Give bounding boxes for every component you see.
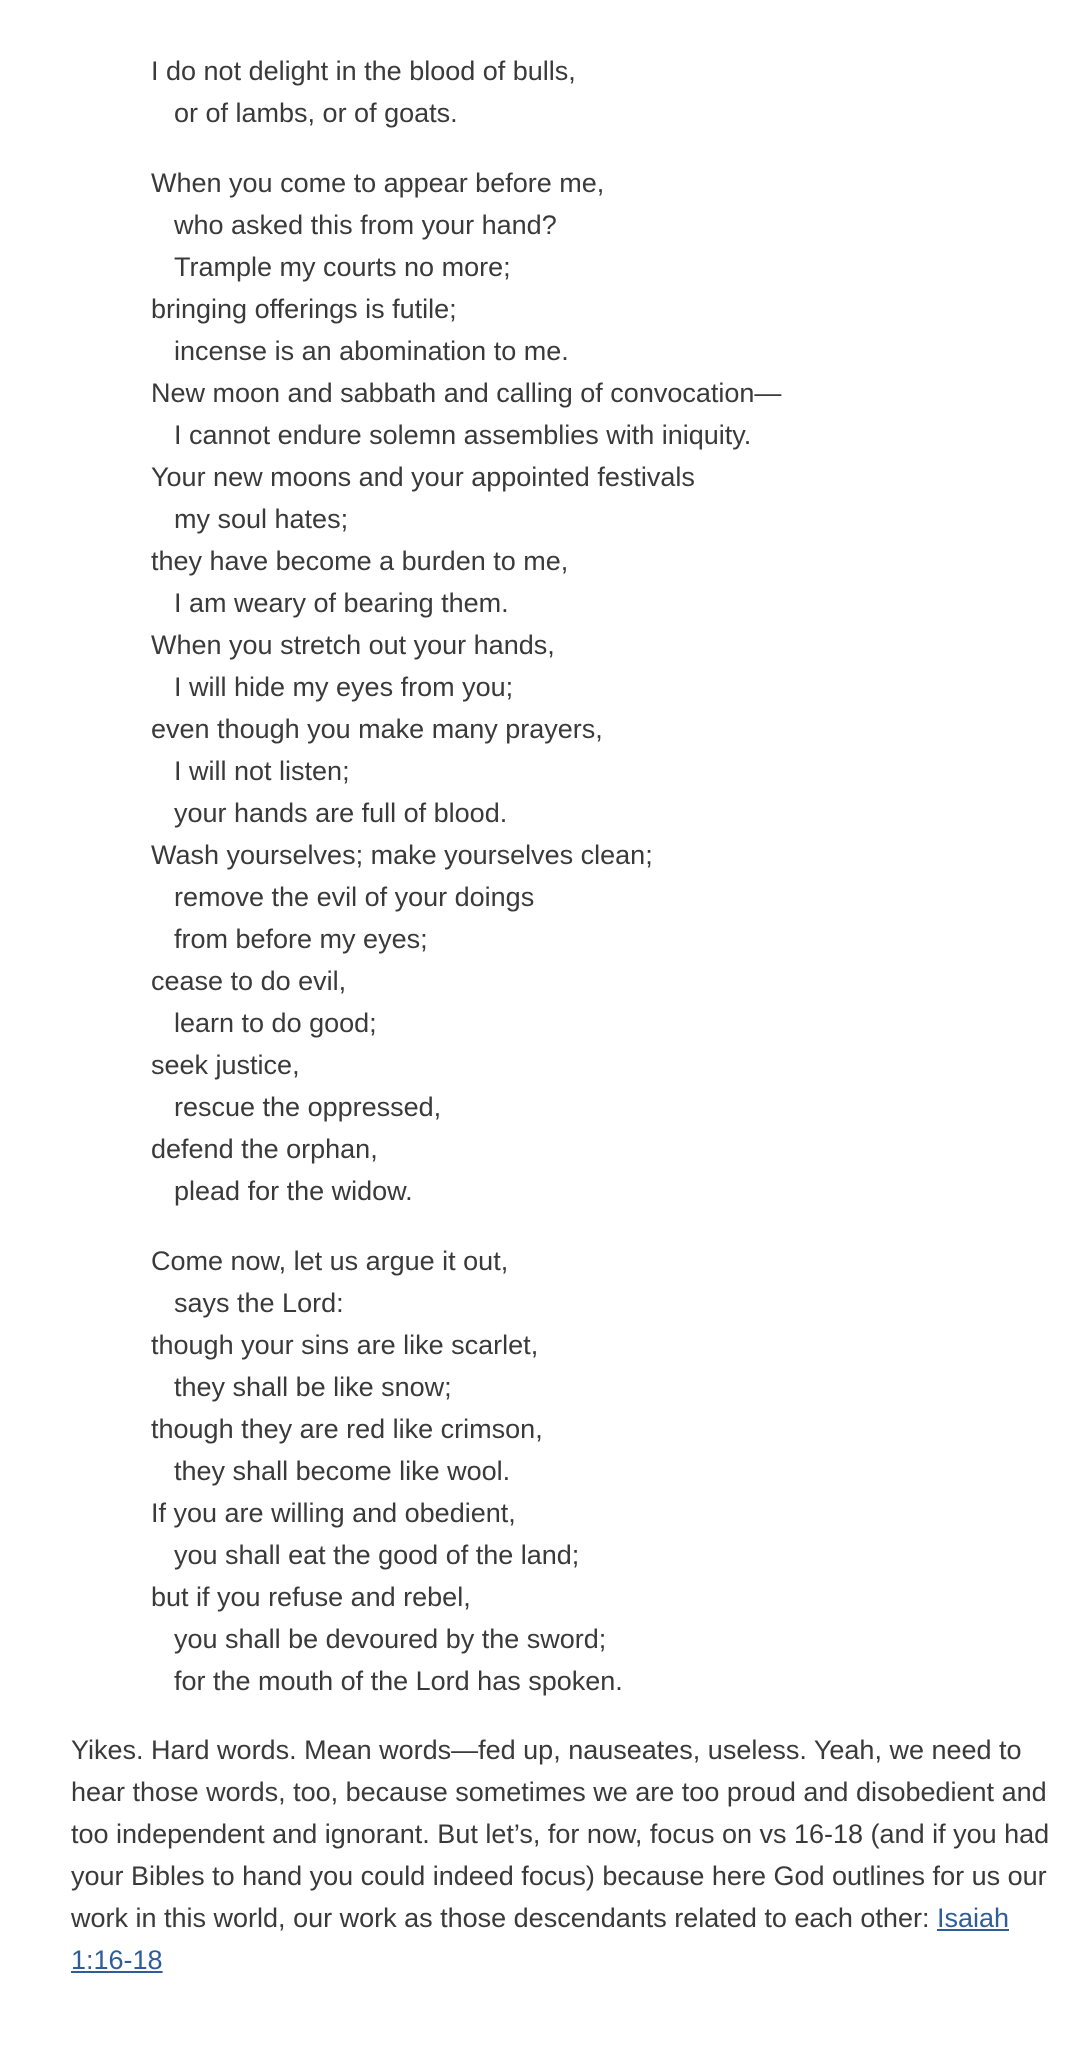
- poem-stanza-3: [151, 1240, 1031, 1702]
- poem-line: I will not listen;: [174, 756, 350, 786]
- poem-line: defend the orphan,: [151, 1134, 378, 1164]
- poem-line: for the mouth of the Lord has spoken.: [174, 1666, 623, 1696]
- poem-line: When you come to appear before me,: [151, 168, 605, 198]
- poem-line: bringing offerings is futile;: [151, 294, 457, 324]
- commentary-text: Yikes. Hard words. Mean words—fed up, nauseates, useless. Yeah, we need to hear those words, too, because sometimes we are too proud and disobedient and too independent and ignorant. But let’s, for now, focus on vs 16-18 (and if you had your Bibles to hand you could indeed focus) because here God outlines for us our work in this world, our work as those descendants related to each other:: [71, 1735, 1050, 1933]
- poem-stanza-1: [151, 50, 1031, 134]
- poem-line: I am weary of bearing them.: [174, 588, 509, 618]
- poem-line: you shall eat the good of the land;: [174, 1540, 580, 1570]
- poem-line: they shall become like wool.: [174, 1456, 511, 1486]
- poem-line: learn to do good;: [174, 1008, 377, 1038]
- poem-line: seek justice,: [151, 1050, 300, 1080]
- scripture-reference-link[interactable]: Isaiah 1:16-18: [71, 1903, 1010, 1975]
- poem-stanza-2: [151, 162, 1031, 1212]
- poem-line: they shall be like snow;: [174, 1372, 452, 1402]
- poem-line: I will hide my eyes from you;: [174, 672, 514, 702]
- poem-line: or of lambs, or of goats.: [174, 98, 458, 128]
- poem-line: says the Lord:: [174, 1288, 344, 1318]
- poem-line: If you are willing and obedient,: [151, 1498, 516, 1528]
- poem-line: Wash yourselves; make yourselves clean;: [151, 840, 653, 870]
- poem-line: who asked this from your hand?: [174, 210, 557, 240]
- poem-line: Trample my courts no more;: [174, 252, 511, 282]
- poem-line: I cannot endure solemn assemblies with iniquity.: [174, 420, 752, 450]
- poem-line: you shall be devoured by the sword;: [174, 1624, 607, 1654]
- poem-line: though your sins are like scarlet,: [151, 1330, 539, 1360]
- poem-line: Your new moons and your appointed festivals: [151, 462, 695, 492]
- poem-line: your hands are full of blood.: [174, 798, 508, 828]
- poem-line: from before my eyes;: [174, 924, 428, 954]
- poem-line: but if you refuse and rebel,: [151, 1582, 471, 1612]
- poem-line: incense is an abomination to me.: [174, 336, 569, 366]
- poem-line: though they are red like crimson,: [151, 1414, 543, 1444]
- poem-line: New moon and sabbath and calling of convocation—: [151, 378, 782, 408]
- poem-line: remove the evil of your doings: [174, 882, 535, 912]
- poem-line: even though you make many prayers,: [151, 714, 603, 744]
- commentary-paragraph: [71, 1729, 1051, 1981]
- poem-line: plead for the widow.: [174, 1176, 413, 1206]
- scripture-poem: [151, 50, 1031, 1730]
- poem-line: When you stretch out your hands,: [151, 630, 555, 660]
- poem-line: I do not delight in the blood of bulls,: [151, 56, 576, 86]
- poem-line: they have become a burden to me,: [151, 546, 569, 576]
- poem-line: Come now, let us argue it out,: [151, 1246, 509, 1276]
- poem-line: cease to do evil,: [151, 966, 347, 996]
- poem-line: rescue the oppressed,: [174, 1092, 442, 1122]
- poem-line: my soul hates;: [174, 504, 349, 534]
